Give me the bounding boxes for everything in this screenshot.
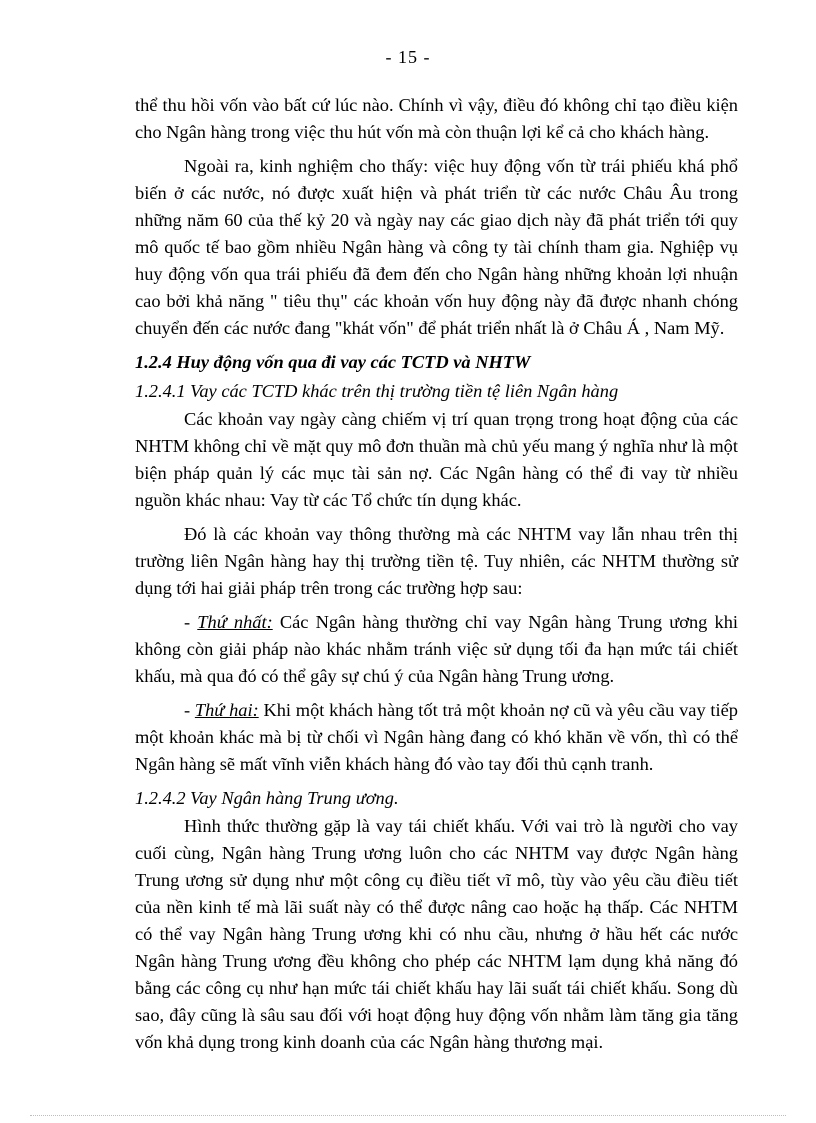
footer-divider (30, 1115, 786, 1116)
paragraph-first-case: - Thứ nhất: Các Ngân hàng thường chỉ vay Ngân hàng Trung ương khi không còn giải pháp nào khác nhằm tránh việc sử dụng tối đa hạn mức tái chiết khấu, mà qua đó có thể gây sự chú ý của Ngân hàng Trung ương. (135, 612, 738, 686)
second-case-label: Thứ hai: (194, 700, 259, 720)
first-case-label: Thứ nhất: (197, 612, 273, 632)
paragraph-loans-importance: Các khoản vay ngày càng chiếm vị trí quan trọng trong hoạt động của các NHTM không chỉ về mặt quy mô đơn thuần mà chủ yếu mang ý nghĩa như là một biện pháp quản lý các mục tài sản nợ. Các Ngân hàng có thể đi vay từ nhiều nguồn khác nhau: Vay từ các Tổ chức tín dụng khác. (135, 409, 738, 510)
document-body (135, 92, 738, 1063)
subsection-heading-1-2-4-1: 1.2.4.1 Vay các TCTD khác trên thị trường tiền tệ liên Ngân hàng (135, 381, 619, 401)
paragraph-continuation: thể thu hồi vốn vào bất cứ lúc nào. Chính vì vậy, điều đó không chỉ tạo điều kiện cho Ngân hàng trong việc thu hút vốn mà còn thuận lợi kể cả cho khách hàng. (135, 95, 738, 142)
second-case-text: Khi một khách hàng tốt trả một khoản nợ cũ và yêu cầu vay tiếp một khoản khác mà bị từ chối vì Ngân hàng đang có khó khăn về vốn, thì có thể Ngân hàng sẽ mất vĩnh viễn khách hàng đó vào tay đối thủ cạnh tranh. (135, 700, 738, 774)
section-heading-1-2-4: 1.2.4 Huy động vốn qua đi vay các TCTD và NHTW (135, 352, 531, 372)
page-number: - 15 - (385, 47, 431, 67)
paragraph-bond-experience: Ngoài ra, kinh nghiệm cho thấy: việc huy động vốn từ trái phiếu khá phổ biến ở các nước, nó được xuất hiện và phát triển từ các nước Châu Âu trong những năm 60 của thế kỷ 20 và ngày nay các giao dịch này đã phát triển tới quy mô quốc tế bao gồm nhiều Ngân hàng và công ty tài chính tham gia. Nghiệp vụ huy động vốn qua trái phiếu đã đem đến cho Ngân hàng những khoản lợi nhuận cao bởi khả năng " tiêu thụ" các khoản vốn huy động này đã được nhanh chóng chuyển đến các nước đang "khát vốn" để phát triển nhất là ở Châu Á , Nam Mỹ. (135, 156, 738, 338)
paragraph-central-bank-loans: Hình thức thường gặp là vay tái chiết khấu. Với vai trò là người cho vay cuối cùng, Ngân hàng Trung ương luôn cho các NHTM vay được Ngân hàng Trung ương sử dụng như một công cụ điều tiết vĩ mô, tùy vào yêu cầu điều tiết của nền kinh tế mà lãi suất này có thể được nâng cao hoặc hạ thấp. Các NHTM có thể vay Ngân hàng Trung ương khi có nhu cầu, nhưng ở hầu hết các nước Ngân hàng Trung ương đều không cho phép các NHTM lạm dụng khả năng đó bằng các công cụ như hạn mức tái chiết khấu hay lãi suất tái chiết khấu. Song dù sao, đây cũng là sâu sau đối với hoạt động huy động vốn nhằm làm tăng gia tăng vốn khả dụng trong kinh doanh của các Ngân hàng thương mại. (135, 816, 738, 1052)
subsection-heading-1-2-4-2: 1.2.4.2 Vay Ngân hàng Trung ương. (135, 788, 399, 808)
paragraph-interbank-loans: Đó là các khoản vay thông thường mà các NHTM vay lẫn nhau trên thị trường liên Ngân hàng hay thị trường tiền tệ. Tuy nhiên, các NHTM thường sử dụng tới hai giải pháp trên trong các trường hợp sau: (135, 524, 738, 598)
first-case-text: Các Ngân hàng thường chỉ vay Ngân hàng Trung ương khi không còn giải pháp nào khác nhằm tránh việc sử dụng tối đa hạn mức tái chiết khấu, mà qua đó có thể gây sự chú ý của Ngân hàng Trung ương. (135, 612, 738, 686)
paragraph-second-case: - Thứ hai: Khi một khách hàng tốt trả một khoản nợ cũ và yêu cầu vay tiếp một khoản khác mà bị từ chối vì Ngân hàng đang có khó khăn về vốn, thì có thể Ngân hàng sẽ mất vĩnh viễn khách hàng đó vào tay đối thủ cạnh tranh. (135, 700, 738, 774)
